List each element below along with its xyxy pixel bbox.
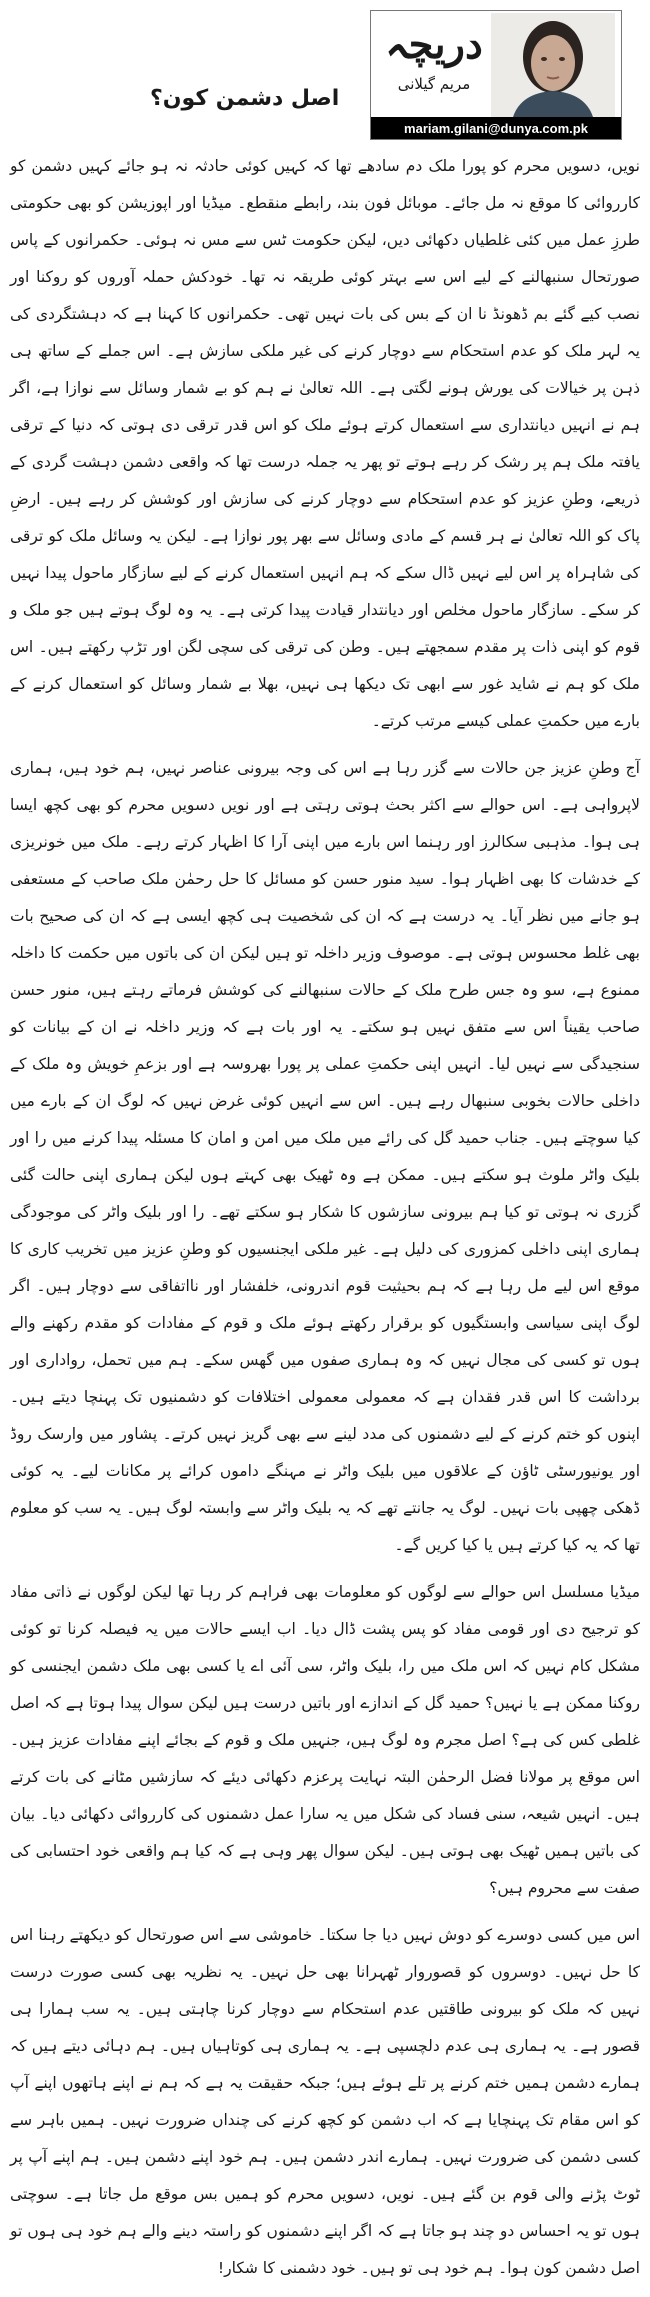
- column-logo-box: [370, 10, 622, 140]
- article-paragraph: آج وطنِ عزیز جن حالات سے گزر رہا ہے اس کی وجہ بیرونی عناصر نہیں، ہم خود ہیں، ہماری لاپرواہی ہے۔ اس حوالے سے اکثر بحث ہوتی رہتی ہے اور نویں دسویں محرم کو بھی کچھ ایسا ہی ہوا۔ مذہبی سکالرز اور رہنما اس بارے میں اپنی آرا کا اظہار کرتے رہے۔ ملک میں خونریزی کے خدشات کا بھی اظہار ہوا۔ سید منور حسن کو مسائل کا حل رحمٰن ملک صاحب کے مستعفی ہو جانے میں نظر آیا۔ یہ درست ہے کہ ان کی شخصیت ہی کچھ ایسی ہے کہ ان کی صحیح بات بھی غلط محسوس ہوتی ہے۔ موصوف وزیر داخلہ تو ہیں لیکن ان کی باتوں میں حکمت کا داخلہ ممنوع ہے، سو وہ جس طرح ملک کے حالات سنبھالنے کی کوشش فرماتے رہتے ہیں، منور حسن صاحب یقیناً اس سے متفق نہیں ہو سکتے۔ یہ اور بات ہے کہ وزیر داخلہ نے ان کے بیانات کو سنجیدگی سے نہیں لیا۔ انہیں اپنی حکمتِ عملی پر پورا بھروسہ ہے اور بزعمِ خویش وہ ملک کے داخلی حالات بخوبی سنبھال رہے ہیں۔ اس سے انہیں کوئی غرض نہیں کہ لوگ ان کے بارے میں کیا سوچتے ہیں۔ جناب حمید گل کی رائے میں ملک میں امن و امان کا مسئلہ پیدا کرنے میں را اور بلیک واٹر ملوث ہو سکتے ہیں۔ ممکن ہے وہ ٹھیک بھی کہتے ہوں لیکن ہماری اپنی حالت گئی گزری نہ ہوتی تو کیا ہم بیرونی سازشوں کا شکار ہو سکتے تھے۔ را اور بلیک واٹر کی موجودگی ہماری اپنی داخلی کمزوری کی دلیل ہے۔ غیر ملکی ایجنسیوں کو وطنِ عزیز میں تخریب کاری کا موقع اس لیے مل رہا ہے کہ ہم بحیثیت قوم اندرونی، خلفشار اور نااتفاقی سے دوچار ہیں۔ اگر لوگ اپنی سیاسی وابستگیوں کو برقرار رکھتے ہوئے ملک و قوم کے مفادات کو مقدم رکھنے والے ہوں تو کسی کی مجال نہیں کہ وہ ہماری صفوں میں گھس سکے۔ ہم میں تحمل، رواداری اور برداشت کا اس قدر فقدان ہے کہ معمولی معمولی اختلافات کو دشمنیوں تک پہنچا دیتے ہیں۔ اپنوں کو ختم کرنے کے لیے دشمنوں کی مدد لینے سے بھی گریز نہیں کرتے۔ پشاور میں وارسک روڈ اور یونیورسٹی ٹاؤن کے علاقوں میں بلیک واٹر نے مہنگے داموں کرائے پر مکانات لیے۔ یہ کوئی ڈھکی چھپی بات نہیں۔ لوگ یہ جانتے تھے کہ یہ بلیک واٹر سے وابستہ لوگ ہیں۔ یہ سب کو معلوم تھا کہ یہ کیا کرتے ہیں یا کیا کریں گے۔: [10, 759, 640, 1554]
- author-name: مریم گیلانی: [397, 75, 471, 93]
- article-paragraph: نویں، دسویں محرم کو پورا ملک دم سادھے تھا کہ کہیں کوئی حادثہ نہ ہو جائے کہیں دشمن کو کارروائی کا موقع نہ مل جائے۔ موبائل فون بند، رابطے منقطع۔ میڈیا اور اپوزیشن کو بھی حکومتی طرزِ عمل میں کئی غلطیاں دکھائی دیں، لیکن حکومت ٹس سے مس نہ ہوئی۔ حکمرانوں کے پاس صورتحال سنبھالنے کے لیے اس سے بہتر کوئی طریقہ نہ تھا۔ خودکش حملہ آوروں کو روکنا اور نصب کیے گئے بم ڈھونڈ نا ان کے بس کی بات نہیں تھی۔ حکمرانوں کا کہنا ہے کہ دہشتگردی کی یہ لہر ملک کو عدم استحکام سے دوچار کرنے کی غیر ملکی سازش ہے۔ اس جملے کے ساتھ ہی ذہن پر خیالات کی یورش ہونے لگتی ہے۔ اللہ تعالیٰ نے ہم کو بے شمار وسائل سے نوازا ہے، اگر ہم نے انہیں دیانتداری سے استعمال کرتے ہوئے ملک کو اس قدر ترقی دی ہوتی کہ دنیا کے ترقی یافتہ ملک ہم پر رشک کر رہے ہوتے تو پھر یہ جملہ درست تھا کہ واقعی دشمن دہشت گردی کے ذریعے، وطنِ عزیز کو عدم استحکام سے دوچار کرنے کی سازش اور کوشش کر رہے ہیں۔ ارضِ پاک کو اللہ تعالیٰ نے ہر قسم کے مادی وسائل سے بھر پور نوازا ہے۔ لیکن یہ وسائل ملک کو ترقی کی شاہراہ پر اس لیے نہیں ڈال سکے کہ ہم انہیں استعمال کرنے کے لیے سازگار ماحول پیدا نہیں کر سکے۔ سازگار ماحول مخلص اور دیانتدار قیادت پیدا کرتی ہے۔ یہ وہ لوگ ہوتے ہیں جو ملک و قوم کو اپنی ذات پر مقدم سمجھتے ہیں۔ وطن کی ترقی کی سچی لگن اور تڑپ رکھتے ہیں۔ اس ملک کو ہم نے شاید غور سے ابھی تک دیکھا ہی نہیں، بھلا بے شمار وسائل کو استعمال کرنے کے بارے میں حکمتِ عملی کیسے مرتب کرتے۔: [10, 157, 640, 730]
- column-header: [0, 8, 650, 138]
- author-photo: [491, 13, 615, 117]
- author-email: mariam.gilani@dunya.com.pk: [371, 117, 621, 139]
- article-paragraph: میڈیا مسلسل اس حوالے سے لوگوں کو معلومات بھی فراہم کر رہا تھا لیکن لوگوں نے ذاتی مفاد کو ترجیح دی اور قومی مفاد کو پس پشت ڈال دیا۔ اب ایسے حالات میں یہ فیصلہ کرنا تو کوئی مشکل کام نہیں کہ اس ملک میں را، بلیک واٹر، سی آئی اے یا کسی بھی ملک دشمن ایجنسی کو روکنا ممکن ہے یا نہیں؟ حمید گل کے اندازے اور باتیں درست ہیں لیکن سوال پیدا ہوتا ہے کہ اصل غلطی کس کی ہے؟ اصل مجرم وہ لوگ ہیں، جنہیں ملک و قوم کے بجائے اپنے مفادات عزیز ہیں۔ اس موقع پر مولانا فضل الرحمٰن البتہ نہایت پرعزم دکھائی دیئے کہ سازشیں مٹانے کی بات کرتے ہیں۔ انہیں شیعہ، سنی فساد کی شکل میں یہ سارا عمل دشمنوں کی کارروائی دکھائی دیا۔ بیان کی باتیں ہمیں ٹھیک بھی ہوتی ہیں۔ لیکن سوال پھر وہی ہے کہ کیا ہم واقعی خود احتسابی کی صفت سے محروم ہیں؟: [10, 1583, 640, 1897]
- article-paragraph: اس میں کسی دوسرے کو دوش نہیں دیا جا سکتا۔ خاموشی سے اس صورتحال کو دیکھتے رہنا اس کا حل نہیں۔ دوسروں کو قصوروار ٹھہرانا بھی حل نہیں۔ یہ نظریہ بھی کسی صورت درست نہیں کہ ملک کو بیرونی طاقتیں عدم استحکام سے دوچار کرنا چاہتی ہیں۔ یہ سب ہمارا ہی قصور ہے۔ یہ ہماری ہی عدم دلچسپی ہے۔ یہ ہماری ہی کوتاہیاں ہیں۔ ہم دہائی دیتے ہیں کہ ہمارے دشمن ہمیں ختم کرنے پر تلے ہوئے ہیں؛ جبکہ حقیقت یہ ہے کہ ہم نے اپنے ہاتھوں اپنے آپ کو اس مقام تک پہنچایا ہے کہ اب دشمن کو کچھ کرنے کی چنداں ضرورت نہیں۔ ہمیں باہر سے کسی دشمن کی ضرورت نہیں۔ ہمارے اندر دشمن ہیں۔ ہم خود اپنے دشمن ہیں۔ ہم اپنے آپ پر ٹوٹ پڑنے والی قوم بن گئے ہیں۔ نویں، دسویں محرم کو ہمیں بس موقع مل جاتا ہے۔ سوچتی ہوں تو یہ احساس دو چند ہو جاتا ہے کہ اگر اپنے دشمنوں کو راستہ دینے والے ہم خود ہی ہوں تو اصل دشمن کون ہوا۔ ہم خود ہی تو ہیں۔ خود دشمنی کا شکار!: [10, 1926, 640, 2277]
- column-name: دریچہ: [385, 21, 483, 68]
- article-body: [10, 148, 640, 2297]
- article-headline: اصل دشمن کون؟: [150, 86, 340, 111]
